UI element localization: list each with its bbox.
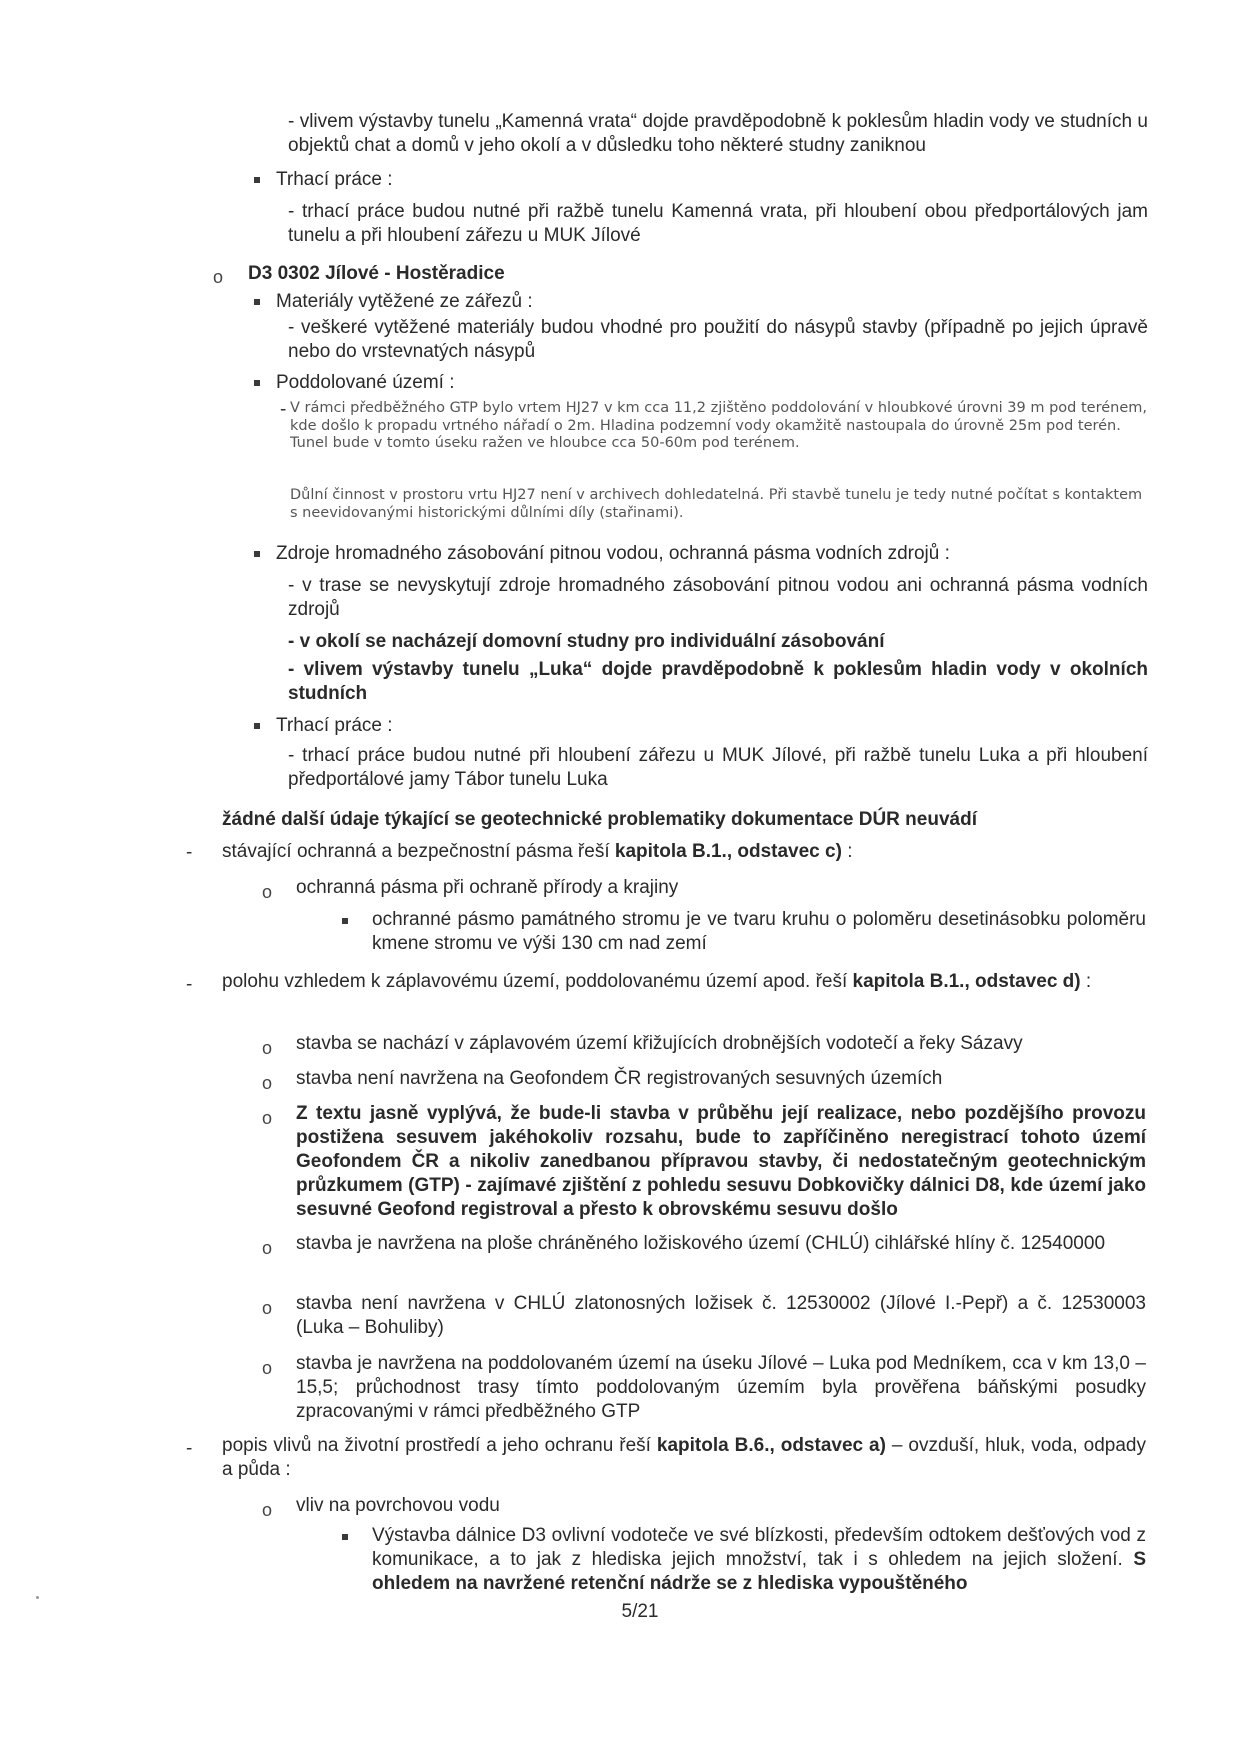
page-number: 5/21 [621, 1601, 659, 1622]
circle-bullet-icon: o [262, 1038, 273, 1058]
scan-speck [36, 1596, 39, 1599]
bold-paragraph: - v okolí se nacházejí domovní studny pro individuální zásobování [288, 631, 885, 652]
paragraph-text: stávající ochranná a bezpečnostní pásma řeší [222, 841, 615, 862]
paragraph: - trhací práce budou nutné při ražbě tunelu Kamenná vrata, při hloubení obou předportálových jam tunelu a při hloubení zářezu u MUK Jílové [288, 201, 1148, 246]
list-item: ochranná pásma při ochraně přírody a krajiny [296, 877, 679, 898]
circle-bullet-icon: o [262, 1500, 273, 1520]
dash-marker: - [186, 974, 193, 995]
paragraph: - v trase se nevyskytují zdroje hromadného zásobování pitnou vodou ani ochranná pásma vodních zdrojů [288, 575, 1148, 620]
dash-marker: - [186, 1438, 193, 1459]
bold-paragraph: Z textu jasně vyplývá, že bude-li stavba v průběhu její realizace, nebo pozdějšího provozu postižena sesuvem jakéhokoliv rozsahu, bude to zapříčiněno neregistrací tohoto území Geofondem ČR a nikoliv zanedbanou přípravou stavby, či nedostatečným geotechnickým průzkumem (GTP) - zajímavé zjištění z pohledu sesuvu Dobkovičky dálnici D8, kde území jako sesuvné Geofond registroval a přesto k obrovskému sesuvu došlo [296, 1103, 1146, 1220]
list-item: stavba není navržena v CHLÚ zlatonosných ložisek č. 12530002 (Jílové I.-Pepř) a č. 12530003 (Luka – Bohuliby) [296, 1293, 1146, 1338]
section-heading: D3 0302 Jílové - Hostěradice [248, 263, 505, 284]
bold-paragraph: žádné další údaje týkající se geotechnické problematiky dokumentace DÚR neuvádí [222, 809, 977, 830]
bold-text: S ohledem na navržené retenční nádrže se z hlediska vypouštěného [372, 1549, 1146, 1594]
circle-bullet-icon: o [262, 1358, 273, 1378]
chapter-reference: kapitola B.6., odstavec a) [656, 1435, 886, 1456]
typed-paragraph: V rámci předběžného GTP bylo vrtem HJ27 v km cca 11,2 zjištěno poddolování v hloubkové úrovni 39 m pod terénem, kde došlo k propadu vrtného nářadí o 2m. Hladina podzemní vody okamžitě nastoupala do úrovně 25m pod terén. Tunel bude v tomto úseku ražen ve hloubce cca 50-60m pod terénem. [290, 400, 1147, 451]
circle-bullet-icon: o [262, 1108, 273, 1128]
circle-bullet-icon: o [262, 1073, 273, 1093]
list-item: stavba je navržena na ploše chráněného ložiskového území (CHLÚ) cihlářské hlíny č. 12540000 [296, 1233, 1106, 1254]
square-bullet-icon [254, 380, 260, 386]
subheading: Poddolované území : [276, 372, 455, 393]
subheading: Zdroje hromadného zásobování pitnou vodou, ochranná pásma vodních zdrojů : [276, 543, 950, 564]
typed-paragraph: Důlní činnost v prostoru vrtu HJ27 není v archivech dohledatelná. Při stavbě tunelu je tedy nutné počítat s kontaktem s neevidovanými historickými důlními díly (stařinami). [290, 487, 1143, 521]
list-item: vliv na povrchovou vodu [296, 1495, 500, 1516]
subheading: Materiály vytěžené ze zářezů : [276, 291, 533, 312]
paragraph-text: : [1080, 971, 1092, 992]
list-item: stavba je navržena na poddolovaném území na úseku Jílové – Luka pod Medníkem, cca v km 13,0 – 15,5; průchodnost trasy tímto poddolovaným územím byla prověřena báňskými posudky zpracovanými v rámci předběžného GTP [296, 1353, 1146, 1422]
circle-bullet-icon: o [262, 1238, 273, 1258]
circle-bullet-icon: o [213, 267, 224, 287]
circle-bullet-icon: o [262, 1298, 273, 1318]
paragraph [222, 970, 1146, 994]
paragraph [222, 840, 1142, 864]
chapter-reference: kapitola B.1., odstavec d) [852, 971, 1081, 992]
paragraph-text: polohu vzhledem k záplavovému území, poddolovanému území apod. řeší [222, 971, 853, 992]
paragraph-text: Výstavba dálnice D3 ovlivní vodoteče ve své blízkosti, především odtokem dešťových vod z komunikace, a to jak z hlediska jejich množství, tak i s ohledem na jejich složení. [372, 1525, 1146, 1570]
paragraph: - trhací práce budou nutné při hloubení zářezu u MUK Jílové, při ražbě tunelu Luka a při hloubení předportálové jamy Tábor tunelu Luka [288, 745, 1148, 790]
subheading: Trhací práce : [276, 715, 393, 736]
square-bullet-icon [254, 299, 260, 305]
bold-paragraph: - vlivem výstavby tunelu „Luka“ dojde pravděpodobně k poklesům hladin vody v okolních studních [288, 659, 1148, 704]
circle-bullet-icon: o [262, 882, 273, 902]
square-bullet-icon [342, 1534, 348, 1540]
paragraph [372, 1524, 1146, 1596]
dash-marker: - [280, 399, 287, 420]
subheading: Trhací práce : [276, 169, 393, 190]
paragraph: ochranné pásmo památného stromu je ve tvaru kruhu o poloměru desetinásobku poloměru kmene stromu ve výši 130 cm nad zemí [372, 909, 1146, 954]
paragraph-text: – ovzduší, hluk, voda, odpady a půda : [222, 1435, 1147, 1480]
paragraph [222, 1434, 1146, 1482]
square-bullet-icon [254, 551, 260, 557]
chapter-reference: kapitola B.1., odstavec c) [614, 841, 842, 862]
dash-marker: - [186, 842, 193, 863]
paragraph-text: popis vlivů na životní prostředí a jeho ochranu řeší [222, 1435, 657, 1456]
square-bullet-icon [254, 177, 260, 183]
paragraph: - veškeré vytěžené materiály budou vhodné pro použití do násypů stavby (případně po jejich úpravě nebo do vrstevnatých násypů [288, 317, 1148, 362]
square-bullet-icon [254, 723, 260, 729]
paragraph: - vlivem výstavby tunelu „Kamenná vrata“ dojde pravděpodobně k poklesům hladin vody ve studních u objektů chat a domů v jeho okolí a v důsledku toho některé studny zaniknou [288, 111, 1148, 156]
list-item: stavba se nachází v záplavovém území křižujících drobnějších vodotečí a řeky Sázavy [296, 1033, 1023, 1054]
list-item: stavba není navržena na Geofondem ČR registrovaných sesuvných územích [296, 1068, 943, 1089]
square-bullet-icon [342, 918, 348, 924]
paragraph-text: : [841, 841, 853, 862]
